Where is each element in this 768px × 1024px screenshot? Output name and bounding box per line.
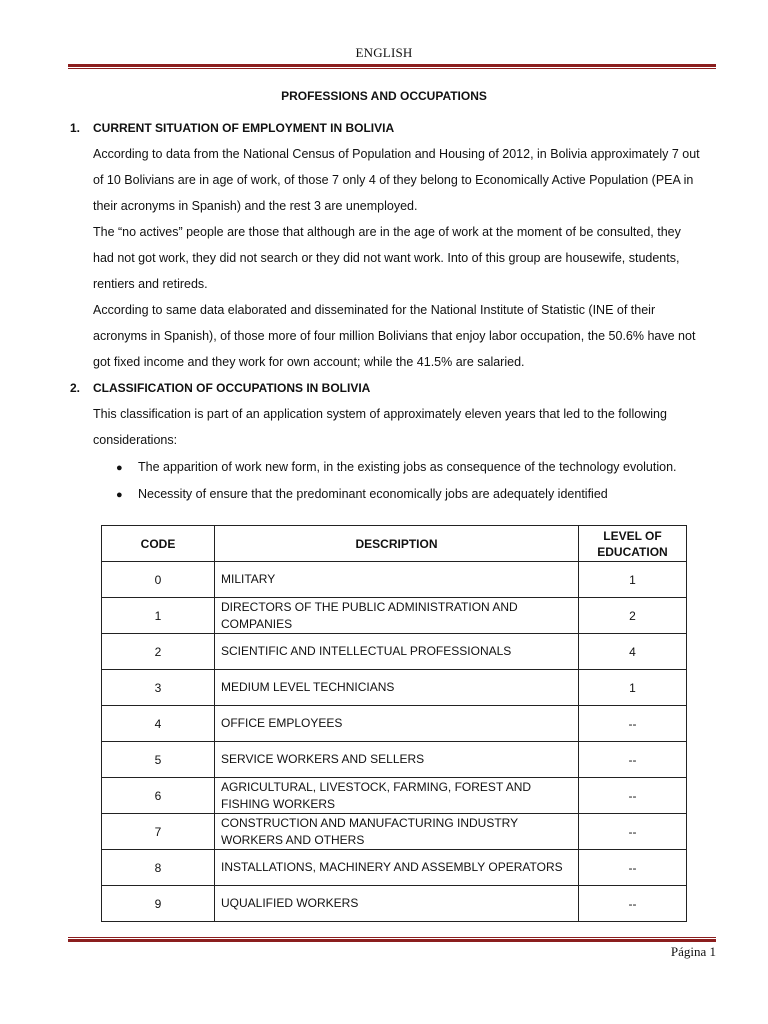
cell-description: UQUALIFIED WORKERS <box>215 886 579 922</box>
body-line: got fixed income and they work for own account; while the 41.5% are salaried. <box>93 355 525 369</box>
occupations-table <box>101 525 687 922</box>
page-header-title: ENGLISH <box>355 45 413 60</box>
table-row <box>102 850 687 886</box>
body-line: of 10 Bolivians are in age of work, of those 7 only 4 of they belong to Economically Active Population (PEA in <box>93 173 694 187</box>
table-row <box>102 706 687 742</box>
body-line: considerations: <box>93 433 178 447</box>
table-row <box>102 598 687 634</box>
cell-description: AGRICULTURAL, LIVESTOCK, FARMING, FOREST AND FISHING WORKERS <box>215 778 579 814</box>
cell-level: 1 <box>579 562 687 598</box>
footer-rule <box>68 937 716 942</box>
cell-level: -- <box>579 742 687 778</box>
cell-level: -- <box>579 886 687 922</box>
header-rule <box>68 64 716 69</box>
bullet-text: The apparition of work new form, in the existing jobs as consequence of the technology evolution. <box>138 460 677 474</box>
table-header-row <box>102 526 687 562</box>
cell-description: INSTALLATIONS, MACHINERY AND ASSEMBLY OPERATORS <box>215 850 579 886</box>
page-number: Página 1 <box>670 944 716 959</box>
bullet-icon: ● <box>116 489 123 501</box>
section-2-title: CLASSIFICATION OF OCCUPATIONS IN BOLIVIA <box>93 381 371 395</box>
section-2-heading <box>70 381 370 395</box>
section-1-number: 1. <box>70 121 81 135</box>
cell-code: 7 <box>102 814 215 850</box>
cell-level: 1 <box>579 670 687 706</box>
header-level: LEVEL OF EDUCATION <box>579 526 687 562</box>
bullet-item <box>116 460 677 474</box>
document-title: PROFESSIONS AND OCCUPATIONS <box>281 89 487 103</box>
body-line: had not got work, they did not search or they did not want work. Into of this group are housewife, students, <box>93 251 680 265</box>
table-row <box>102 742 687 778</box>
table-row <box>102 814 687 850</box>
table-row <box>102 886 687 922</box>
bullet-text: Necessity of ensure that the predominant economically jobs are adequately identified <box>138 487 608 501</box>
body-line: The “no actives” people are those that although are in the age of work at the moment of be consulted, they <box>93 225 681 239</box>
header-description: DESCRIPTION <box>215 526 579 562</box>
section-1-heading <box>70 121 394 135</box>
cell-code: 5 <box>102 742 215 778</box>
cell-description: CONSTRUCTION AND MANUFACTURING INDUSTRY WORKERS AND OTHERS <box>215 814 579 850</box>
table-row <box>102 634 687 670</box>
cell-level: -- <box>579 814 687 850</box>
cell-code: 4 <box>102 706 215 742</box>
cell-level: -- <box>579 706 687 742</box>
cell-level: -- <box>579 778 687 814</box>
cell-code: 2 <box>102 634 215 670</box>
table-row <box>102 670 687 706</box>
cell-level: 4 <box>579 634 687 670</box>
header-code: CODE <box>102 526 215 562</box>
cell-description: OFFICE EMPLOYEES <box>215 706 579 742</box>
cell-code: 3 <box>102 670 215 706</box>
table-row <box>102 562 687 598</box>
section-2-body <box>93 401 723 453</box>
cell-description: SCIENTIFIC AND INTELLECTUAL PROFESSIONALS <box>215 634 579 670</box>
section-2-number: 2. <box>70 381 81 395</box>
body-line: rentiers and retireds. <box>93 277 208 291</box>
body-line: According to data from the National Census of Population and Housing of 2012, in Bolivia approximately 7 out <box>93 147 700 161</box>
cell-code: 8 <box>102 850 215 886</box>
body-line: This classification is part of an application system of approximately eleven years that led to the following <box>93 407 667 421</box>
cell-level: 2 <box>579 598 687 634</box>
cell-description: MILITARY <box>215 562 579 598</box>
section-1-title: CURRENT SITUATION OF EMPLOYMENT IN BOLIVIA <box>93 121 395 135</box>
body-line: acronyms in Spanish), of those more of four million Bolivians that enjoy labor occupation, the 50.6% have not <box>93 329 696 343</box>
cell-code: 6 <box>102 778 215 814</box>
cell-description: DIRECTORS OF THE PUBLIC ADMINISTRATION AND COMPANIES <box>215 598 579 634</box>
bullet-item <box>116 487 608 501</box>
bullet-icon: ● <box>116 462 123 474</box>
cell-code: 1 <box>102 598 215 634</box>
section-1-body <box>93 141 723 375</box>
cell-level: -- <box>579 850 687 886</box>
cell-description: MEDIUM LEVEL TECHNICIANS <box>215 670 579 706</box>
body-line: their acronyms in Spanish) and the rest 3 are unemployed. <box>93 199 418 213</box>
table-row <box>102 778 687 814</box>
cell-code: 0 <box>102 562 215 598</box>
body-line: According to same data elaborated and disseminated for the National Institute of Statistic (INE of their <box>93 303 656 317</box>
cell-code: 9 <box>102 886 215 922</box>
cell-description: SERVICE WORKERS AND SELLERS <box>215 742 579 778</box>
